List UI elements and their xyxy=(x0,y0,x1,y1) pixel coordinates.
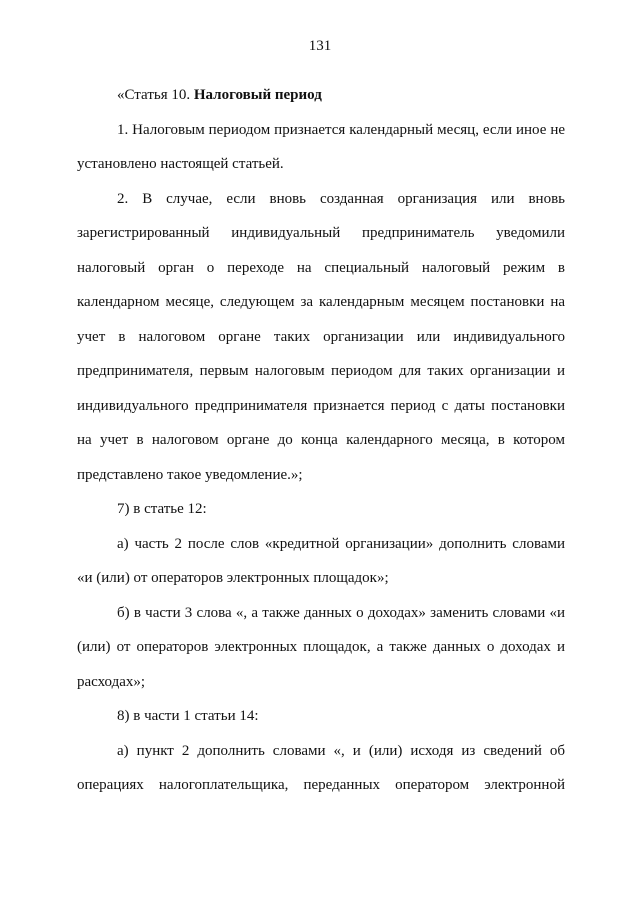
page-number: 131 xyxy=(308,38,332,54)
paragraph-5: б) в части 3 слова «, а также данных о доходах» заменить словами «и (или) от операторов электронных площадок, а также данных о доходах и расходах»; xyxy=(77,604,565,690)
article-prefix: «Статья 10. xyxy=(117,87,194,103)
paragraph-1: 1. Налоговым периодом признается календарный месяц, если иное не установлено настоящей статьей. xyxy=(77,121,565,172)
article-title: Налоговый период xyxy=(193,87,322,103)
article-heading xyxy=(77,78,565,113)
paragraph-2: 2. В случае, если вновь созданная организация или вновь зарегистрированный индивидуальный предприниматель уведомили налоговый орган о переходе на специальный налоговый режим в календарном месяце, следующем за календарным месяцем постановки на учет в налоговом органе таких организации или индивидуального предпринимателя, первым налоговым периодом для таких организации и индивидуального предпринимателя признается период с даты постановки на учет в налоговом органе до конца календарного месяца, в котором представлено такое уведомление.»; xyxy=(77,190,565,483)
paragraph-7: а) пункт 2 дополнить словами «, и (или) исходя из сведений об операциях налогоплательщика, переданных оператором электронной xyxy=(77,742,565,793)
paragraph-4: а) часть 2 после слов «кредитной организации» дополнить словами «и (или) от операторов электронных площадок»; xyxy=(77,535,565,586)
paragraph-6: 8) в части 1 статьи 14: xyxy=(117,708,259,724)
document-body xyxy=(77,78,565,803)
paragraph-3: 7) в статье 12: xyxy=(117,501,207,517)
